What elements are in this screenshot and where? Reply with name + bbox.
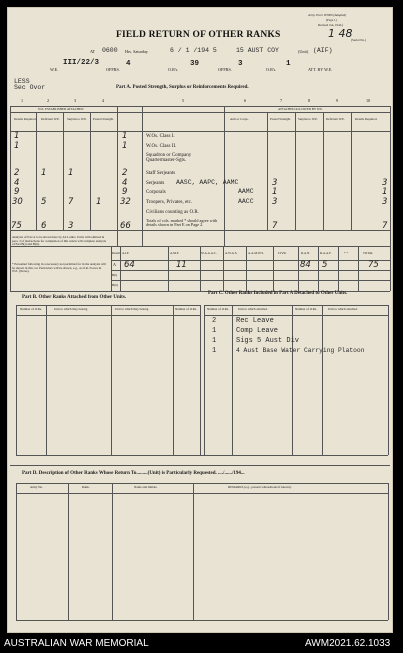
c-entry-3-n: 1 (212, 337, 217, 345)
head-arm: Arm or Corps. (230, 117, 249, 121)
an-head-star: * * (344, 251, 348, 255)
hrs-label: Hrs. Saturday (125, 49, 149, 54)
wo1-c1: 1 (14, 131, 20, 141)
pte-c2: 5 (41, 197, 47, 207)
ors2-value: 1 (286, 60, 291, 68)
offrs2-label: OFFRS. (218, 67, 232, 72)
head-posted: Posted Strength. (93, 117, 114, 121)
c-entry-3-unit: Sigs 5 Aust Div (236, 337, 300, 345)
wo2-c1: 1 (14, 141, 20, 151)
wo1-c4: 1 (122, 131, 128, 141)
form-title: FIELD RETURN OF OTHER RANKS (116, 30, 281, 40)
part-c-title: Part C. Other Ranks Included in Part A Detached to Other Units. (208, 291, 348, 296)
we-label: W.E. (50, 67, 59, 72)
cpl-c4: 9 (122, 187, 128, 197)
offrs2-value: 3 (238, 60, 243, 68)
col-num-3: 3 (74, 98, 77, 103)
head-details-r: Details Required. (355, 117, 378, 121)
analysis-note: Analysis of Part A to be shown here by ALL units. Units with omitted in para. 3 of instructions for completion of this return will complete analysis of Part B(i) and B(ii). (12, 235, 107, 247)
we-group-head: W.E. ESTABLISHED ATTACHED (38, 107, 84, 111)
ssjt-c3: 1 (68, 168, 74, 178)
totals-label: Totals of cols. marked * should agree with details shown in Part E on Page 2. (146, 218, 218, 228)
col-num-4: 4 (102, 98, 105, 103)
ors2-label: O.R's. (266, 67, 277, 72)
row-label-sjts: Serjeants (146, 181, 165, 186)
an-row-a: A (113, 262, 117, 267)
cpl-c7: 1 (272, 187, 278, 197)
row-label-wo1: W.Os. Class I. (146, 134, 175, 139)
pte-c6: AACC (238, 198, 254, 205)
analysis-note2: * Personnel following in a necessary not permitted for in the analysis will be shown in this col. Particulars will be shown, e.g., as O.R. Forces in W.E. (Notes). (12, 262, 107, 274)
footer-left: AUSTRALIAN WAR MEMORIAL (4, 638, 149, 649)
page-label: (Page 1) (326, 18, 337, 22)
pte-c10: 3 (382, 197, 388, 207)
an-row-bi: B(i) (112, 273, 118, 277)
serial-number: 1 48 (328, 27, 353, 40)
at-label: AT (90, 49, 96, 54)
ors-label: O.R's. (168, 67, 179, 72)
head-details-required: Details Required. (14, 117, 37, 121)
sjt-c6: AASC, AAPC, AAMC (176, 179, 239, 186)
d-head-army-no: Army No. (30, 485, 43, 489)
an-a-hw: 11 (176, 260, 187, 270)
an-head-total: TOTAL (363, 251, 374, 255)
col-num-7: 7 (280, 98, 283, 103)
pte-c4b: 32 (120, 197, 131, 207)
head-posted-r: Posted Strength. (270, 117, 291, 121)
cpl-c10: 1 (382, 187, 388, 197)
an-a-aif: 64 (124, 260, 135, 270)
att-group-head: ATTACHED ALLOWED BY W.E. (278, 107, 324, 111)
col-num-10: 10 (366, 98, 371, 103)
head-deficient: Deficient W.E. (41, 117, 60, 121)
d-head-rank: Rank. (82, 485, 90, 489)
total-c4: 66 (120, 221, 131, 231)
footer-right: AWM2021.62.1033 (305, 638, 391, 649)
an-a-ran: 84 (300, 260, 311, 270)
b-head-num: Number of O.Rs. (20, 307, 42, 311)
head-surplus: Surplus to W.E. (67, 117, 88, 121)
an-head-aamws: A.A.M.W.S. (248, 251, 264, 255)
an-head-ran: R.A.N. (301, 251, 311, 255)
serial-label: (Serial No.) (351, 38, 367, 42)
sjt-c10: 3 (382, 178, 388, 188)
cpl-c1: 9 (14, 187, 20, 197)
an-head-amf: A.M.F. (170, 251, 180, 255)
row-label-wo2: W.Os. Class II. (146, 144, 177, 149)
an-total: 75 (368, 260, 379, 270)
sjt-c4: 4 (122, 178, 128, 188)
return-date: 6 / 1 /194 5 (170, 47, 217, 54)
total-c1: 75 (11, 221, 22, 231)
total-c2: 6 (41, 221, 47, 231)
att-by-label: ATT. BY W.E. (308, 67, 333, 72)
pte-c1: 30 (12, 197, 23, 207)
part-d-title: Part D. Description of Other Ranks Whose Return To.........(Unit) is Particularly Requested. ..../....../194... (22, 471, 245, 476)
d-head-name: Name and Initials. (134, 485, 158, 489)
col-num-9: 9 (336, 98, 339, 103)
sjt-c7: 3 (272, 178, 278, 188)
c-entry-1-n: 2 (212, 317, 217, 325)
col-num-6: 6 (244, 98, 247, 103)
wo2-c4: 1 (122, 141, 128, 151)
b-head-num2: Number of O.Rs. (175, 307, 197, 311)
part-a-title: Part A. Posted Strength, Surplus or Reinforcements Required. (116, 85, 249, 90)
unit-aif: (AIF) (313, 47, 333, 54)
sec-ovor: Sec Ovor (14, 84, 46, 91)
an-row-detail: Detail (112, 251, 120, 255)
ssjt-c4: 2 (122, 168, 128, 178)
form-page (7, 7, 393, 633)
row-label-cqms: Squadron or Company Quartermaster-Sgts. (146, 153, 192, 163)
an-head-civil: CIVIL (278, 251, 287, 255)
b-head-unit: Unit to which they belong (54, 307, 88, 311)
unit-name: 15 AUST COY (236, 47, 279, 54)
row-label-cpls: Corporals (146, 190, 166, 195)
total-c10: 7 (382, 221, 388, 231)
head-surplus-r: Surplus to W.E. (298, 117, 319, 121)
an-a-raaf: 5 (322, 260, 328, 270)
b-head-unit2: Unit to which they belong (115, 307, 149, 311)
an-row-bii: B(ii) (112, 283, 119, 287)
revised-label: Revised Jan, 1942.) (318, 23, 344, 27)
pte-c7: 3 (272, 197, 278, 207)
c-entry-2-unit: Comp Leave (236, 327, 279, 335)
ssjt-c1: 2 (14, 168, 20, 178)
ssjt-c2: 1 (41, 168, 47, 178)
part-b-title: Part B. Other Ranks Attached from Other Units. (22, 295, 127, 300)
unit-label: (Unit) (298, 49, 309, 54)
row-label-civilians: Civilians counting as O.R. (146, 210, 199, 215)
total-c3: 3 (68, 221, 74, 231)
row-label-ptes: Troopers, Privates, etc. (146, 200, 193, 205)
c-head-num2: Number of O.Rs. (295, 307, 317, 311)
an-head-raaf: R.A.A.F. (320, 251, 332, 255)
at-time: 0600 (102, 47, 118, 54)
head-deficient-r: Deficient W.E. (326, 117, 345, 121)
c-head-unit: Unit to which attached. (238, 307, 268, 311)
c-head-unit2: Unit to which attached. (328, 307, 358, 311)
c-entry-4-n: 1 (212, 347, 217, 355)
col-num-5: 5 (182, 98, 185, 103)
an-head-aif: A.I.F. (122, 251, 130, 255)
sjt-c1: 4 (14, 178, 20, 188)
col-num-2: 2 (47, 98, 50, 103)
an-head-waaac: W.A.A.A.C. (201, 251, 217, 255)
army-form-label: Army Form W3009 (Adapted) (308, 13, 347, 17)
offrs-label: OFFRS. (106, 67, 120, 72)
archive-footer (0, 636, 403, 653)
c-head-num: Number of O.Rs. (207, 307, 229, 311)
c-entry-1-unit: Rec Leave (236, 317, 274, 325)
pte-c3: 7 (68, 197, 74, 207)
col-num-8: 8 (308, 98, 311, 103)
an-head-awas: A.W.A.S. (225, 251, 238, 255)
col-num-1: 1 (21, 98, 24, 103)
offrs-value: 4 (126, 60, 131, 68)
pte-c4: 1 (96, 197, 102, 207)
c-entry-2-n: 1 (212, 327, 217, 335)
we-value: III/22/3 (63, 59, 100, 67)
cpl-c6: AAMC (238, 188, 254, 195)
total-c7: 7 (272, 221, 278, 231)
c-entry-4-unit: 4 Aust Base Water Carrying Platoon (236, 347, 365, 354)
d-head-remarks: REMARKS (e.g., present whereabouts if known). (228, 485, 292, 489)
row-label-staff-sjts: Staff Serjeants (146, 171, 176, 176)
ors-value: 39 (190, 60, 200, 68)
less-label: LESS (14, 78, 30, 85)
